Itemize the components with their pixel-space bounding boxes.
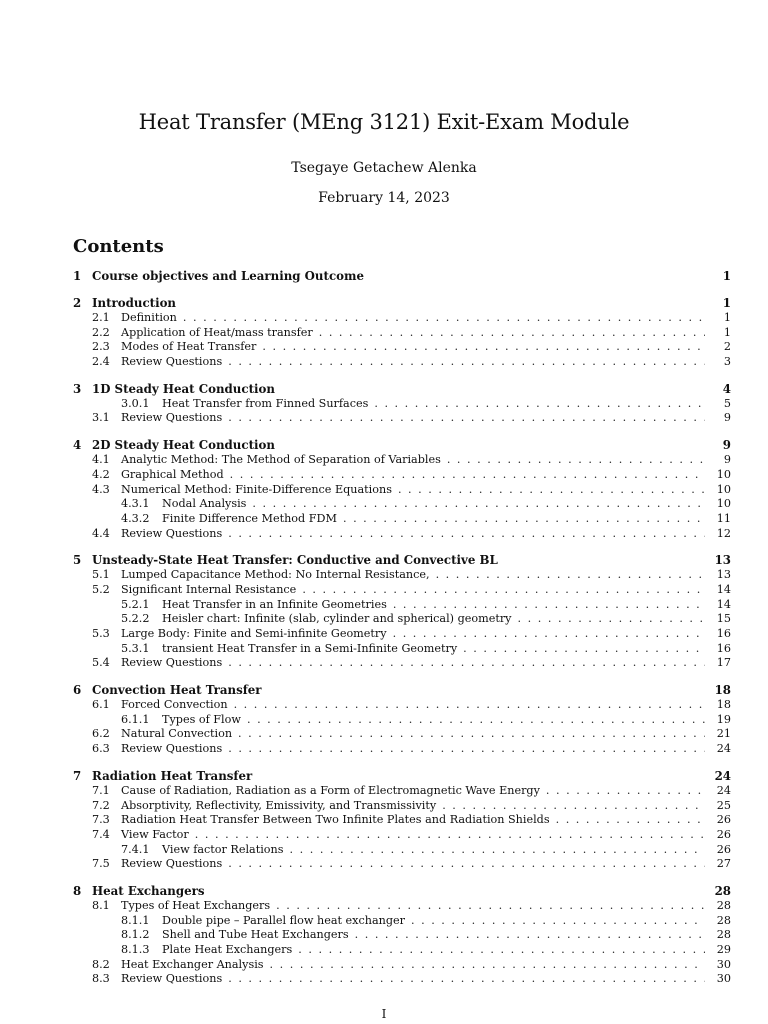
toc-chapter-entry[interactable]: [73, 437, 731, 453]
toc-entry-title: Lumped Capacitance Method: No Internal Resistance,: [121, 568, 430, 582]
toc-entry-page: 30: [716, 972, 731, 986]
toc-entry-number: 7.1: [92, 783, 110, 797]
toc-chapter: [73, 437, 731, 541]
toc-entry-number: 6.2: [92, 727, 110, 741]
toc-entry-number: 8.1.3: [121, 943, 150, 956]
toc-entry-title: Natural Convection: [121, 727, 233, 741]
toc-entry-title: Review Questions: [121, 972, 223, 986]
toc-dot-leader: [228, 527, 705, 542]
toc-entry-title: Plate Heat Exchangers: [162, 943, 293, 956]
toc-entry-number: 5.4: [92, 656, 110, 670]
toc-entry-title: View Factor: [121, 827, 189, 841]
toc-chapter-number: 5: [73, 553, 82, 568]
toc-dot-leader: [518, 612, 705, 627]
toc-dot-leader: [546, 784, 705, 799]
toc-entry-page: 19: [716, 712, 731, 726]
toc-section-entry[interactable]: [73, 453, 731, 468]
toc-entry-page: 5: [723, 396, 731, 410]
toc-dot-leader: [183, 311, 705, 326]
toc-section-entry[interactable]: [73, 813, 731, 828]
toc-section-entry[interactable]: [73, 583, 731, 598]
toc-entry-number: 6.3: [92, 742, 110, 756]
toc-section-entry[interactable]: [73, 857, 731, 872]
toc-entry-number: 4.2: [92, 467, 110, 481]
toc-dot-leader: [319, 326, 705, 341]
toc-entry-title: Nodal Analysis: [162, 497, 247, 511]
toc-entry-title: Radiation Heat Transfer Between Two Infinite Plates and Radiation Shields: [121, 813, 550, 827]
toc-entry-title: Cause of Radiation, Radiation as a Form of Electromagnetic Wave Energy: [121, 783, 540, 797]
toc-dot-leader: [234, 698, 705, 713]
toc-section-entry[interactable]: [73, 355, 731, 370]
toc-entry-page: 14: [716, 582, 731, 596]
toc-dot-leader: [302, 583, 705, 598]
toc-chapter-entry[interactable]: [73, 883, 731, 899]
toc-chapter-entry[interactable]: [73, 682, 731, 698]
toc-entry-page: 24: [716, 742, 731, 756]
toc-entry-number: 6.1: [92, 698, 110, 712]
toc-section-entry[interactable]: [73, 468, 731, 483]
toc-chapter-number: 7: [73, 768, 82, 783]
toc-dot-leader: [393, 627, 705, 642]
toc-chapter-number: 4: [73, 438, 82, 453]
toc-section-entry[interactable]: [73, 483, 731, 498]
toc-entry-page: 21: [716, 727, 731, 741]
toc-subsection-entry[interactable]: [73, 612, 731, 627]
toc-entry-page: 3: [723, 355, 731, 369]
toc-entry-title: Graphical Method: [121, 467, 224, 481]
toc-dot-leader: [447, 453, 705, 468]
toc-chapter-number: 1: [73, 269, 82, 283]
toc-entry-title: Heat Exchanger Analysis: [121, 957, 264, 971]
toc-entry-number: 4.3.1: [121, 497, 150, 511]
toc-entry-number: 7.2: [92, 798, 110, 812]
document-title: Heat Transfer (MEng 3121) Exit-Exam Module: [138, 110, 630, 134]
toc-dot-leader: [270, 958, 705, 973]
toc-section-entry[interactable]: [73, 340, 731, 355]
toc-entry-page: 16: [716, 627, 731, 640]
toc-dot-leader: [238, 727, 705, 742]
toc-entry-title: Review Questions: [121, 355, 223, 369]
toc-chapter-title: Introduction: [92, 296, 177, 310]
toc-chapter-entry[interactable]: [73, 295, 731, 311]
toc-dot-leader: [442, 799, 705, 814]
toc-section-entry[interactable]: [73, 527, 731, 542]
toc-chapter-number: 3: [73, 381, 82, 396]
toc-entry-page: 26: [716, 842, 731, 856]
toc-chapter-entry[interactable]: [73, 768, 731, 784]
toc-entry-number: 3.1: [92, 411, 110, 425]
toc-chapter-page: 4: [722, 381, 731, 396]
toc-subsection-entry[interactable]: [73, 512, 731, 527]
table-of-contents: [73, 268, 731, 998]
toc-chapter: [73, 268, 731, 284]
toc-subsection-entry[interactable]: [73, 943, 731, 958]
toc-entry-title: Heat Transfer in an Infinite Geometries: [162, 597, 387, 611]
toc-dot-leader: [436, 568, 705, 583]
toc-entry-number: 2.1: [92, 311, 110, 324]
toc-dot-leader: [262, 340, 705, 355]
toc-dot-leader: [228, 972, 705, 987]
toc-entry-number: 4.1: [92, 453, 110, 467]
toc-section-entry[interactable]: [73, 742, 731, 757]
toc-entry-number: 5.2.2: [121, 612, 150, 626]
toc-section-entry[interactable]: [73, 799, 731, 814]
toc-entry-page: 14: [716, 597, 731, 611]
page-number: I: [381, 1007, 387, 1021]
toc-entry-page: 12: [716, 526, 731, 540]
toc-entry-page: 25: [716, 798, 731, 812]
toc-entry-number: 5.3.1: [121, 641, 150, 655]
toc-entry-page: 26: [716, 813, 731, 827]
toc-dot-leader: [298, 943, 705, 958]
toc-section-entry[interactable]: [73, 627, 731, 642]
toc-chapter: [73, 768, 731, 872]
toc-chapter-title: 2D Steady Heat Conduction: [92, 438, 275, 453]
toc-subsection-entry[interactable]: [73, 598, 731, 613]
toc-entry-number: 8.1.1: [121, 913, 150, 927]
toc-section-entry[interactable]: [73, 828, 731, 843]
toc-entry-title: Heisler chart: Infinite (slab, cylinder and spherical) geometry: [162, 612, 512, 626]
toc-chapter-entry[interactable]: [73, 268, 731, 284]
toc-section-entry[interactable]: [73, 698, 731, 713]
toc-section-entry[interactable]: [73, 972, 731, 987]
toc-entry-number: 4.3: [92, 482, 110, 496]
toc-entry-page: 1: [723, 325, 731, 339]
toc-chapter: [73, 682, 731, 757]
toc-dot-leader: [398, 483, 705, 498]
toc-dot-leader: [289, 843, 705, 858]
toc-dot-leader: [463, 642, 705, 657]
toc-entry-title: Heat Transfer from Finned Surfaces: [162, 396, 369, 410]
toc-entry-number: 5.2.1: [121, 597, 150, 611]
toc-entry-number: 4.3.2: [121, 511, 150, 525]
toc-subsection-entry[interactable]: [73, 928, 731, 943]
toc-entry-page: 18: [716, 698, 731, 712]
toc-chapter-title: Radiation Heat Transfer: [92, 768, 253, 783]
toc-entry-number: 8.1.2: [121, 928, 150, 942]
toc-chapter: [73, 552, 731, 671]
toc-entry-number: 4.4: [92, 526, 110, 540]
toc-entry-page: 28: [716, 898, 731, 912]
toc-entry-title: Types of Flow: [162, 712, 241, 726]
toc-dot-leader: [228, 742, 705, 757]
toc-chapter: [73, 295, 731, 370]
toc-subsection-entry[interactable]: [73, 497, 731, 512]
toc-dot-leader: [355, 928, 705, 943]
toc-section-entry[interactable]: [73, 899, 731, 914]
toc-entry-title: Modes of Heat Transfer: [121, 340, 257, 354]
toc-dot-leader: [374, 397, 705, 412]
toc-chapter-title: Unsteady-State Heat Transfer: Conductive and Convective BL: [92, 553, 498, 568]
toc-dot-leader: [228, 355, 705, 370]
toc-entry-page: 27: [716, 857, 731, 871]
toc-entry-title: Significant Internal Resistance: [121, 582, 297, 596]
toc-entry-page: 15: [716, 612, 731, 626]
contents-heading: Contents: [73, 236, 164, 257]
toc-dot-leader: [276, 899, 705, 914]
toc-entry-page: 10: [716, 467, 731, 481]
toc-chapter-number: 2: [73, 296, 82, 310]
toc-entry-page: 28: [716, 928, 731, 942]
toc-entry-page: 9: [723, 453, 731, 467]
toc-entry-page: 24: [716, 783, 731, 797]
toc-entry-page: 9: [723, 411, 731, 425]
toc-chapter-page: 28: [714, 883, 731, 898]
toc-dot-leader: [228, 857, 705, 872]
toc-entry-page: 10: [716, 497, 731, 511]
toc-entry-page: 2: [723, 340, 731, 354]
toc-chapter: [73, 381, 731, 426]
toc-subsection-entry[interactable]: [73, 397, 731, 412]
toc-section-entry[interactable]: [73, 656, 731, 671]
toc-entry-title: Large Body: Finite and Semi-infinite Geometry: [121, 627, 387, 640]
toc-entry-number: 2.3: [92, 340, 110, 354]
toc-entry-number: 5.3: [92, 627, 110, 640]
toc-section-entry[interactable]: [73, 568, 731, 583]
toc-entry-title: Finite Difference Method FDM: [162, 511, 337, 525]
toc-entry-title: Shell and Tube Heat Exchangers: [162, 928, 349, 942]
toc-section-entry[interactable]: [73, 326, 731, 341]
toc-dot-leader: [393, 598, 705, 613]
toc-entry-page: 30: [716, 957, 731, 971]
toc-entry-title: Review Questions: [121, 526, 223, 540]
document-date: February 14, 2023: [318, 190, 450, 206]
toc-section-entry[interactable]: [73, 784, 731, 799]
toc-entry-number: 7.4: [92, 827, 110, 841]
toc-chapter-number: 8: [73, 883, 82, 898]
toc-section-entry[interactable]: [73, 411, 731, 426]
toc-entry-number: 3.0.1: [121, 396, 150, 410]
toc-chapter-title: 1D Steady Heat Conduction: [92, 381, 275, 396]
toc-dot-leader: [247, 713, 705, 728]
toc-chapter-page: 24: [714, 768, 731, 783]
toc-chapter-title: Course objectives and Learning Outcome: [92, 269, 364, 283]
toc-dot-leader: [556, 813, 705, 828]
toc-subsection-entry[interactable]: [73, 642, 731, 657]
toc-entry-number: 5.1: [92, 568, 110, 582]
toc-chapter-number: 6: [73, 683, 82, 698]
toc-entry-page: 17: [716, 656, 731, 670]
toc-dot-leader: [252, 497, 705, 512]
toc-chapter-entry[interactable]: [73, 381, 731, 397]
toc-entry-title: Forced Convection: [121, 698, 228, 712]
toc-entry-page: 11: [716, 511, 731, 525]
toc-entry-title: Review Questions: [121, 411, 223, 425]
toc-dot-leader: [230, 468, 705, 483]
toc-entry-number: 2.4: [92, 355, 110, 369]
toc-entry-page: 26: [716, 827, 731, 841]
toc-entry-title: Numerical Method: Finite-Difference Equations: [121, 482, 392, 496]
toc-chapter-title: Convection Heat Transfer: [92, 683, 262, 698]
toc-entry-page: 28: [716, 913, 731, 927]
toc-entry-number: 7.4.1: [121, 842, 150, 856]
toc-entry-title: Double pipe – Parallel flow heat exchanger: [162, 913, 405, 927]
toc-chapter-title: Heat Exchangers: [92, 883, 205, 898]
toc-chapter-page: 9: [722, 438, 731, 453]
toc-entry-title: Review Questions: [121, 656, 223, 670]
toc-chapter-page: 13: [714, 553, 731, 568]
toc-chapter-page: 1: [722, 296, 731, 310]
toc-entry-title: Absorptivity, Reflectivity, Emissivity, and Transmissivity: [121, 798, 437, 812]
toc-entry-number: 2.2: [92, 325, 110, 339]
toc-entry-number: 6.1.1: [121, 712, 150, 726]
toc-entry-page: 29: [716, 943, 731, 956]
toc-entry-number: 8.3: [92, 972, 110, 986]
toc-entry-number: 5.2: [92, 582, 110, 596]
toc-chapter-entry[interactable]: [73, 552, 731, 568]
toc-entry-number: 8.1: [92, 898, 110, 912]
toc-chapter-page: 1: [722, 269, 731, 283]
toc-dot-leader: [411, 914, 705, 929]
toc-entry-page: 13: [716, 568, 731, 582]
toc-section-entry[interactable]: [73, 311, 731, 326]
toc-dot-leader: [343, 512, 705, 527]
toc-section-entry[interactable]: [73, 958, 731, 973]
toc-entry-title: Application of Heat/mass transfer: [121, 325, 313, 339]
toc-entry-title: View factor Relations: [162, 842, 284, 856]
toc-dot-leader: [228, 656, 705, 671]
toc-entry-title: Review Questions: [121, 742, 223, 756]
toc-entry-title: Analytic Method: The Method of Separation of Variables: [121, 453, 441, 467]
toc-entry-number: 8.2: [92, 957, 110, 971]
toc-dot-leader: [195, 828, 705, 843]
toc-entry-title: Types of Heat Exchangers: [121, 898, 271, 912]
toc-chapter-page: 18: [714, 683, 731, 698]
toc-entry-number: 7.5: [92, 857, 110, 871]
toc-entry-title: Definition: [121, 311, 177, 324]
toc-subsection-entry[interactable]: [73, 914, 731, 929]
toc-entry-page: 16: [716, 641, 731, 655]
toc-entry-number: 7.3: [92, 813, 110, 827]
toc-entry-page: 1: [723, 311, 731, 324]
document-author: Tsegaye Getachew Alenka: [291, 160, 477, 176]
toc-entry-title: transient Heat Transfer in a Semi-Infinite Geometry: [162, 641, 458, 655]
toc-section-entry[interactable]: [73, 727, 731, 742]
toc-entry-page: 10: [716, 482, 731, 496]
toc-entry-title: Review Questions: [121, 857, 223, 871]
toc-chapter: [73, 883, 731, 987]
toc-dot-leader: [228, 411, 705, 426]
toc-subsection-entry[interactable]: [73, 713, 731, 728]
toc-subsection-entry[interactable]: [73, 843, 731, 858]
